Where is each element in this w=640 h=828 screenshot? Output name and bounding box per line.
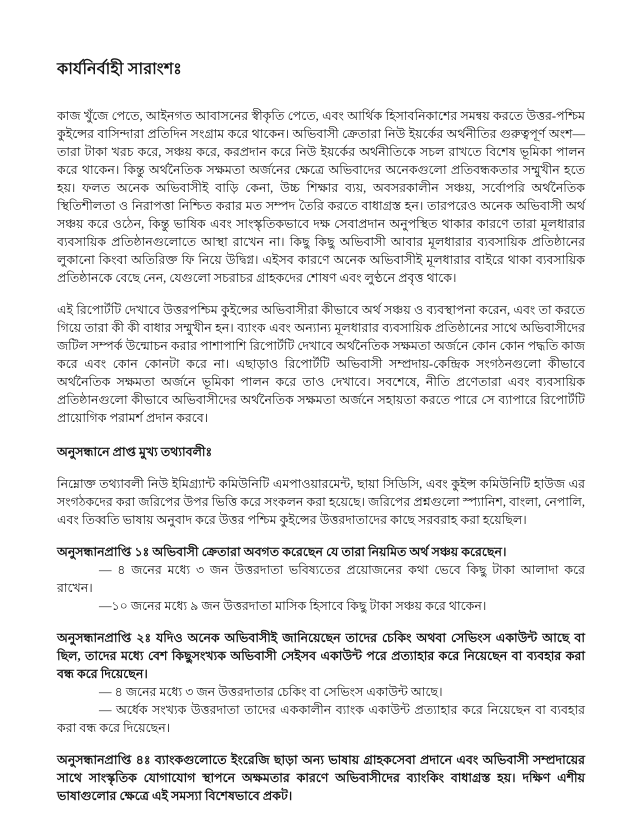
finding-1-text: অভিবাসী ক্রেতারা অবগত করেছেন যে তারা নিয়মিত অর্থ সঞ্চয় করেছেন। [152,545,507,559]
finding-1-label: অনুসন্ধানপ্রাপ্তি ১ঃ [57,545,150,559]
key-findings-heading: অনুসন্ধানে প্রাপ্ত মুখ্য তথ্যাবলীঃ [57,445,213,459]
finding-2-heading [57,629,585,683]
finding-4-label: অনুসন্ধানপ্রাপ্তি ৪ঃ [57,753,151,767]
finding-4-heading [57,751,585,805]
finding-2-bullet-1: — ৪ জনের মধ্যে ৩ জন উত্তরদাতার চেকিং বা সেভিংস একাউন্ট আছে। [99,685,443,699]
finding-1-heading [57,543,585,561]
finding-2-label: অনুসন্ধানপ্রাপ্তি ২ঃ [57,631,152,645]
finding-4 [57,751,585,805]
intro-paragraph: কাজ খুঁজে পেতে, আইনগত আবাসনের স্বীকৃতি পেতে, এবং আর্থিক হিসাবনিকাশের সমন্বয় করতে উত্তর-পশ্চিম কুইন্সের বাসিন্দারা প্রতিদিন সংগ্রাম করে থাকেন। অভিবাসী ক্রেতারা নিউ ইয়র্কের অর্থনীতির গুরুত্বপূর্ণ অংশ—তারা টাকা খরচ করে, সঞ্চয় করে, করপ্রদান করে নিউ ইয়র্কের অর্থনীতিকে সচল রাখতে বিশেষ ভূমিকা পালন করে থাকেন। কিন্তু অর্থনৈতিক সক্ষমতা অর্জনের ক্ষেত্রে অভিবাদের অনেকগুলো প্রতিবন্ধকতার সম্মুখীন হতে হয়। ফলত অনেক অভিবাসীই বাড়ি কেনা, উচ্চ শিক্ষার ব্যয়, অবসরকালীন সঞ্চয়, সর্বোপরি অর্থনৈতিক স্থিতিশীলতা ও নিরাপত্তা নিশ্চিত করার মত সম্পদ তৈরি করতে বাধাগ্রস্ত হন। তারপরেও অনেক অভিবাসী অর্থ সঞ্চয় করে ওঠেন, কিন্তু ভাষিক এবং সাংস্কৃতিকভাবে দক্ষ সেবাপ্রদান অনুপস্থিত থাকার কারণে তারা মূলধারার ব্যবসায়িক প্রতিষ্ঠানগুলোতে আস্থা রাখেন না। কিছু কিছু অভিবাসী আবার মূলধারার ব্যবসায়িক প্রতিষ্ঠানের লুকানো কিংবা অতিরিক্ত ফি নিয়ে উদ্বিগ্ন। এইসব কারণে অনেক অভিবাসীই মূলধারার বাইরে থাকা ব্যবসায়িক প্রতিষ্ঠানকে বেছে নেন, যেগুলো সচরাচর গ্রাহকদের শোষণ এবং লুণ্ঠনে প্রবৃত্ত থাকে। [57,109,585,285]
page-title: কার্যনির্বাহী সারাংশঃ [57,61,183,78]
survey-method-paragraph: নিম্নোক্ত তথ্যাবলী নিউ ইমিগ্র্যান্ট কমিউনিটি এমপাওয়ারমেন্ট, ছায়া সিডিসি, এবং কুইন্স কমিউনিটি হাউজ এর সংগঠকদের করা জরিপের উপর ভিত্তি করে সংকলন করা হয়েছে। জরিপের প্রশ্নগুলো স্প্যানিশ, বাংলা, নেপালি, এবং তিব্বতি ভাষায় অনুবাদ করে উত্তর পশ্চিম কুইন্সের উত্তরদাতাদের কাছে সরবরাহ করা হয়েছিল। [57,477,585,527]
finding-1 [57,543,585,615]
finding-2-bullet-2: — অর্ধেক সংখ্যক উত্তরদাতা তাদের এককালীন ব্যাংক একাউন্ট প্রত্যাহার করে নিয়েছেন বা ব্যবহার করা বন্ধ করে দিয়েছেন। [57,703,585,735]
report-overview-paragraph: এই রিপোর্টটি দেখাবে উত্তরপশ্চিম কুইন্সের অভিবাসীরা কীভাবে অর্থ সঞ্চয় ও ব্যবস্থাপনা করেন, এবং তা করতে গিয়ে তারা কী কী বাধার সম্মুখীন হন। ব্যাংক এবং অন্যান্য মূলধারার ব্যবসায়িক প্রতিষ্ঠানের সাথে অভিবাসীদের জটিল সম্পর্ক উন্মোচন করার পাশাপাশি রিপোর্টটি দেখাবে অর্থনৈতিক সক্ষমতা অর্জনে কোন কোন পদ্ধতি কাজ করে এবং কোন কোনটা করে না। এছাড়াও রিপোর্টটি অভিবাসী সম্প্রদায়-কেন্দ্রিক সংগঠনগুলো কীভাবে অর্থনৈতিক সক্ষমতা অর্জনে ভূমিকা পালন করে তাও দেখাবে। সবশেষে, নীতি প্রণেতারা এবং ব্যবসায়িক প্রতিষ্ঠানগুলো কীভাবে অভিবাসীদের অর্থনৈতিক সক্ষমতা অর্জনে সহায়তা করতে পারে সে ব্যাপারে রিপোর্টটি প্রায়োগিক পরামর্শ প্রদান করবে। [57,303,585,425]
finding-4-text: ব্যাংকগুলোতে ইংরেজি ছাড়া অন্য ভাষায় গ্রাহকসেবা প্রদানে এবং অভিবাসী সম্প্রদায়ের সাথে সাংস্কৃতিক যোগাযোগ স্থাপনে অক্ষমতার কারণে অভিবাসীদের ব্যাংকিং বাধাগ্রস্ত হয়। দক্ষিণ এশীয় ভাষাগুলোর ক্ষেত্রে এই সমস্যা বিশেষভাবে প্রকট। [57,753,585,803]
finding-1-bullet-2: —১০ জনের মধ্যে ৯ জন উত্তরদাতা মাসিক হিসাবে কিছু টাকা সঞ্চয় করে থাকেন। [99,599,487,613]
finding-1-bullet-1: — ৪ জনের মধ্যে ৩ জন উত্তরদাতা ভবিষ্যতের প্রয়োজনের কথা ভেবে কিছু টাকা আলাদা করে রাখেন। [57,563,585,595]
finding-2 [57,629,585,737]
finding-2-text: যদিও অনেক অভিবাসীই জানিয়েছেন তাদের চেকিং অথবা সেভিংস একাউন্ট আছে বা ছিল, তাদের মধ্যে বেশ কিছুসংখ্যক অভিবাসী সেইসব একাউন্ট পরে প্রত্যাহার করে নিয়েছেন বা ব্যবহার করা বন্ধ করে দিয়েছেন। [57,631,585,681]
